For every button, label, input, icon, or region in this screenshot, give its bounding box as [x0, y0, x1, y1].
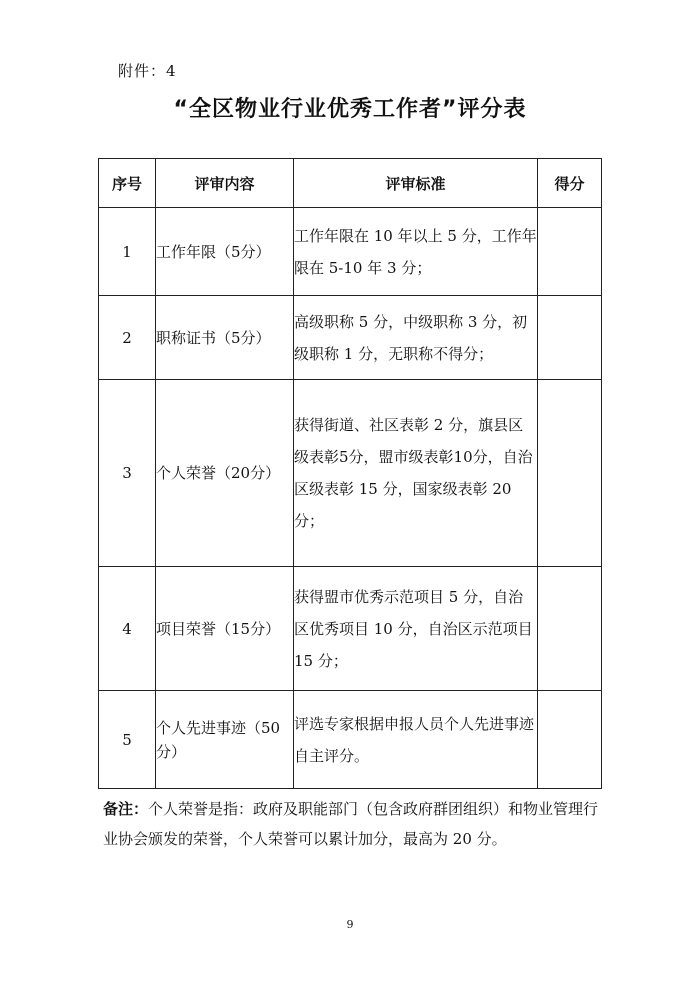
table-row — [99, 691, 602, 789]
row-content: 职称证书（5分） — [156, 296, 294, 380]
row-content: 项目荣誉（15分） — [156, 567, 294, 691]
row-content: 个人荣誉（20分） — [156, 380, 294, 567]
table-row — [99, 380, 602, 567]
document-title: “全区物业行业优秀工作者”评分表 — [173, 97, 527, 122]
header-content: 评审内容 — [156, 159, 294, 208]
row-number: 1 — [99, 208, 156, 296]
remarks-label: 备注： — [103, 800, 149, 818]
row-criteria: 工作年限在 10 年以上 5 分，工作年限在 5-10 年 3 分； — [294, 208, 538, 296]
header-score: 得分 — [538, 159, 602, 208]
row-number: 2 — [99, 296, 156, 380]
table-header-row — [99, 159, 602, 208]
row-content: 工作年限（5分） — [156, 208, 294, 296]
row-number: 4 — [99, 567, 156, 691]
header-criteria: 评审标准 — [294, 159, 538, 208]
row-criteria: 获得街道、社区表彰 2 分，旗县区级表彰5分，盟市级表彰10分，自治区级表彰 15 分，国家级表彰 20 分； — [294, 380, 538, 567]
row-score — [538, 296, 602, 380]
table-row — [99, 296, 602, 380]
row-score — [538, 567, 602, 691]
header-number: 序号 — [99, 159, 156, 208]
scoring-table — [98, 158, 602, 789]
row-number: 5 — [99, 691, 156, 789]
table-row — [99, 208, 602, 296]
row-content: 个人先进事迹（50分） — [156, 691, 294, 789]
table-row — [99, 567, 602, 691]
row-score — [538, 380, 602, 567]
row-criteria: 高级职称 5 分，中级职称 3 分，初级职称 1 分，无职称不得分； — [294, 296, 538, 380]
row-score — [538, 208, 602, 296]
row-criteria: 评选专家根据申报人员个人先进事迹自主评分。 — [294, 691, 538, 789]
remarks-text: 个人荣誉是指：政府及职能部门（包含政府群团组织）和物业管理行业协会颁发的荣誉，个人荣誉可以累计加分，最高为 20 分。 — [103, 800, 599, 848]
row-number: 3 — [99, 380, 156, 567]
page-number: 9 — [346, 918, 354, 931]
remarks — [103, 794, 599, 854]
row-criteria: 获得盟市优秀示范项目 5 分，自治区优秀项目 10 分，自治区示范项目 15 分； — [294, 567, 538, 691]
row-score — [538, 691, 602, 789]
attachment-label: 附件：4 — [118, 62, 177, 80]
